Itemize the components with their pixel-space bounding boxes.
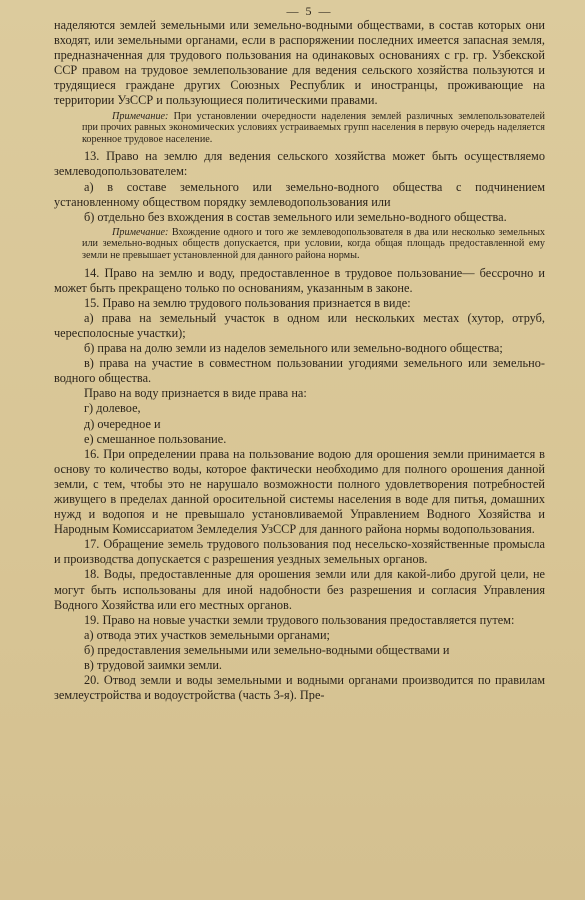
paragraph-continuation: наделяются землей земельными или земельно-водными обществами, в состав которых они входят, или земельными органами, если в распоряжении последних имеется запасная земля, предназначенная для трудового пользования на одинаковых основаниях с гр. гр. Узбекской ССР правом на трудовое землепользование для ведения сельского хозяйства пользуются и трудящиеся граждане других Союзных Республик и иностранцы, проживающие на территории УзССР и пользующиеся политическими правами.: [54, 18, 545, 108]
article-13-b: б) отдельно без вхождения в состав земельного или земельно-водного общества.: [84, 209, 507, 224]
article-19: 19. Право на новые участки земли трудового пользования предоставляется путем:: [84, 612, 515, 627]
article-16: 16. При определении права на пользование водою для орошения земли принимается в основу то количество воды, которое фактически необходимо для полного орошения данной земли, с тем, чтобы это не нарушало возможности полного удовлетворения потребностей живущего в пределах данной оросительной системы населения в воде для питья, домашних нужд и водопоя и не превышало установливаемой Управлением Водного Хозяйства и Народным Комиссариатом Земледелия УзССР для данного района нормы водопользования.: [54, 446, 545, 537]
water-item-g: г) долевое,: [84, 401, 141, 416]
article-20: 20. Отвод земли и воды земельными и водными органами производится по правилам землеустройства и водоустройства (часть 3-я). Пре-: [54, 673, 545, 703]
article-15: 15. Право на землю трудового пользования признается в виде:: [84, 295, 411, 310]
article-19-c: в) трудовой заимки земли.: [84, 658, 222, 673]
article-19-b: б) предоставления земельными или земельно-водными обществами и: [84, 642, 450, 657]
article-19-a: а) отвода этих участков земельными органами;: [84, 627, 330, 642]
article-13-a: а) в составе земельного или земельно-водного общества с подчинением установленному обществом порядку землеводопользования или: [54, 179, 545, 209]
water-item-e: е) смешанное пользование.: [84, 431, 227, 446]
note-text: Вхождение одного и того же землеводопользователя в два или несколько земельных или земельно-водных обществ допускается, при условии, когда общая площадь предоставленной ему земли не превышает установленной для данного района нормы.: [82, 226, 546, 261]
note-1: [82, 111, 545, 146]
article-15-b: б) права на долю земли из наделов земельного или земельно-водного общества;: [84, 341, 503, 356]
note-label: Примечание:: [112, 110, 169, 122]
note-text: При установлении очередности наделения землей различных землепользователей при прочих равных экономических условиях устраиваемых групп населения в первую очередь наделяется коренное трудовое население.: [82, 110, 546, 145]
water-item-d: д) очередное и: [84, 416, 161, 431]
note-2: [82, 227, 545, 262]
article-17: 17. Обращение земель трудового пользования под несельско-хозяйственные промысла и производства допускается с разрешения уездных земельных органов.: [54, 537, 545, 567]
document-body: [54, 18, 545, 703]
note-label: Примечание:: [112, 226, 169, 238]
article-15-c: в) права на участие в совместном пользовании угодиями земельного или земельно-водного общества.: [54, 356, 545, 386]
article-15-a: а) права на земельный участок в одном или нескольких местах (хутор, отруб, чересполосные участки);: [54, 310, 545, 340]
article-13: 13. Право на землю для ведения сельского хозяйства может быть осуществляемо землеводопользователем:: [54, 149, 545, 179]
page-number: — 5 —: [286, 4, 333, 18]
article-18: 18. Воды, предоставленные для орошения земли или для какой-либо другой цели, не могут быть использованы для иной надобности без разрешения и согласия Управления Водного Хозяйства или его местных органов.: [54, 567, 545, 612]
water-rights-intro: Право на воду признается в виде права на:: [84, 386, 307, 401]
article-14: 14. Право на землю и воду, предоставленное в трудовое пользование— бессрочно и может быть прекращено только по основаниям, указанным в законе.: [54, 265, 545, 295]
